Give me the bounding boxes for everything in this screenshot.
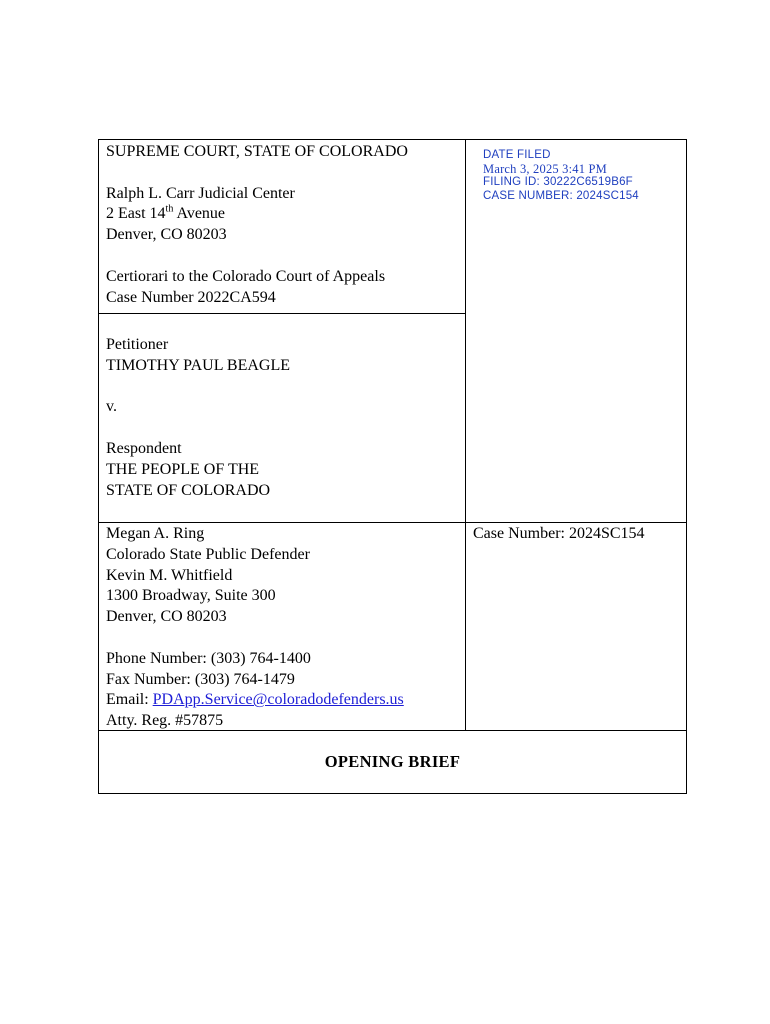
certiorari-line: Certiorari to the Colorado Court of Appeals xyxy=(106,267,386,285)
counsel-atty-reg: Atty. Reg. #57875 xyxy=(106,712,224,730)
filing-date-label: DATE FILED xyxy=(483,149,551,161)
filing-case-number: CASE NUMBER: 2024SC154 xyxy=(483,189,639,202)
counsel-title-1: Colorado State Public Defender xyxy=(106,545,310,563)
counsel-name-2: Kevin M. Whitfield xyxy=(106,566,233,584)
judicial-center: Ralph L. Carr Judicial Center xyxy=(106,184,295,202)
respondent-name-line2: STATE OF COLORADO xyxy=(106,481,271,499)
respondent-label: Respondent xyxy=(106,439,182,457)
petitioner-name: TIMOTHY PAUL BEAGLE xyxy=(106,356,290,374)
respondent-name-line1: THE PEOPLE OF THE xyxy=(106,460,260,478)
counsel-phone: Phone Number: (303) 764-1400 xyxy=(106,649,311,667)
counsel-name-1: Megan A. Ring xyxy=(106,525,205,542)
counsel-cell xyxy=(106,524,404,732)
versus: v. xyxy=(106,398,117,416)
court-street: 2 East 14th Avenue xyxy=(106,204,226,223)
case-number-box: Case Number: 2024SC154 xyxy=(473,525,645,542)
filing-date: March 3, 2025 3:41 PM xyxy=(483,161,607,176)
filing-stamp xyxy=(483,149,639,203)
counsel-email-line xyxy=(106,690,404,711)
counsel-fax: Fax Number: (303) 764-1479 xyxy=(106,670,295,688)
court-info-cell xyxy=(106,142,408,308)
parties-section-divider xyxy=(99,522,686,523)
filing-id: FILING ID: 30222C6519B6F xyxy=(483,176,633,188)
court-city: Denver, CO 80203 xyxy=(106,226,227,244)
column-divider xyxy=(465,140,466,730)
counsel-address: 1300 Broadway, Suite 300 xyxy=(106,587,276,605)
parties-cell xyxy=(106,335,290,501)
court-name: SUPREME COURT, STATE OF COLORADO xyxy=(106,143,408,160)
email-link[interactable]: PDApp.Service@coloradodefenders.us xyxy=(152,691,404,709)
case-caption-table xyxy=(98,139,687,794)
email-label: Email: xyxy=(106,691,153,709)
court-section-divider xyxy=(99,313,465,314)
counsel-city: Denver, CO 80203 xyxy=(106,608,227,626)
lower-court-case-number: Case Number 2022CA594 xyxy=(106,288,276,306)
document-title: OPENING BRIEF xyxy=(324,752,461,771)
petitioner-label: Petitioner xyxy=(106,336,169,353)
